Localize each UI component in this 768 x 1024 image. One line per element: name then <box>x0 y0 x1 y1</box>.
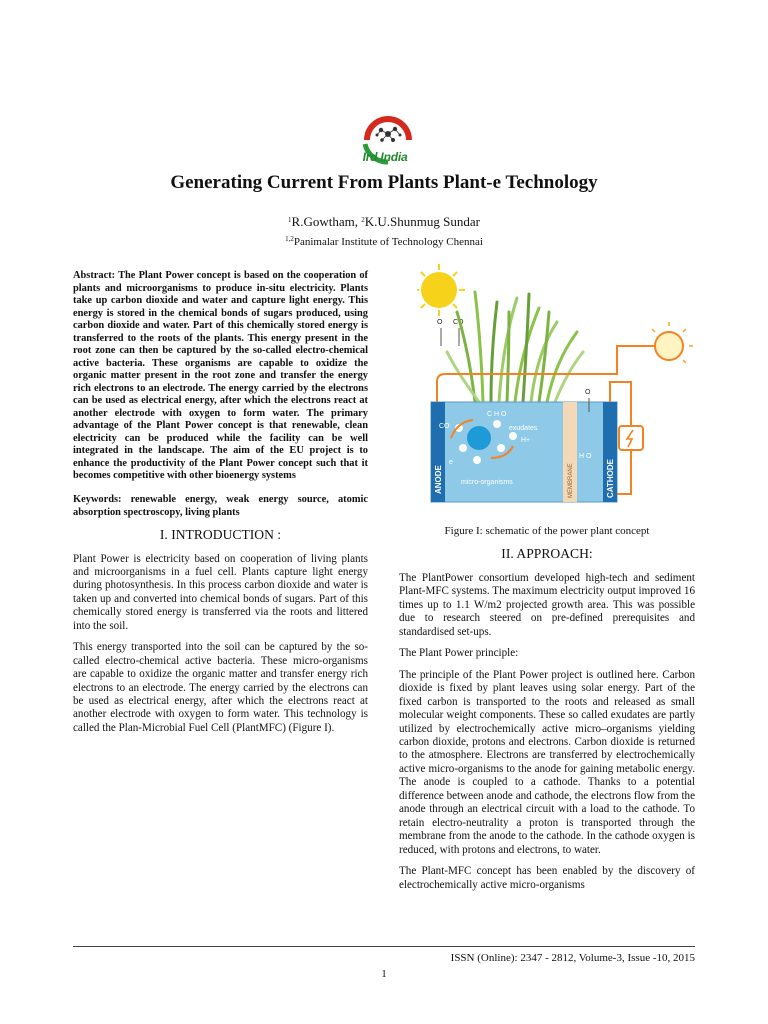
load-icon <box>619 426 643 450</box>
logo-brand-text: Ird India <box>362 150 408 164</box>
e-minus-label: e <box>449 459 453 466</box>
membrane-label: MEMBRANE <box>568 463 574 498</box>
anode-label: ANODE <box>434 465 443 494</box>
authors-line <box>0 214 768 230</box>
approach-paragraph-4: The Plant-MFC concept has been enabled by the discovery of electrochemically active micro-organisms <box>399 865 695 891</box>
abstract: Abstract: The Plant Power concept is based on the cooperation of plants and microorganisms to produce in-situ electricity. Plants take up carbon dioxide and water and capture light energy. This energy is stored in the chemical bonds of sugars produced, using carbon dioxide and water. Part of this chemically stored energy is transferred to the roots of the plants. This energy present in the root zone can then be captured by the so-called electro-chemical active bacteria. These organisms are capable to oxidize the organic matter present in the root zone and transfer the energy rich electrons to an electrode. The energy carried by the electrons can be used as electrical energy, after which the electrons react at another electrode with oxygen to form water. The primary advantage of the Plant Power concept is that renewable, clean electricity can be produced while the facility can be well integrated in the landscape. The aim of the EU project is to enhance the productivity of the Plant Power concept such that it becomes competitive with other bioenergy systems <box>73 270 368 481</box>
left-column <box>73 270 368 743</box>
author1-sup: 1 <box>288 216 292 224</box>
keywords: Keywords: renewable energy, weak energy source, atomic absorption spectroscopy, living plants <box>73 493 368 518</box>
intro-paragraph-2: This energy transported into the soil can be captured by the so-called electro-chemical active bacteria. These micro-organisms are capable to oxidize the organic matter and transfer energy rich electrons to an electrode. The energy carried by the electrons can be used as electrical energy, after which the electrons react at another electrode with oxygen to form water. This technology is called the Plan-Microbial Fuel Cell (PlantMFC) (Figure I). <box>73 641 368 734</box>
right-column <box>399 546 695 900</box>
footer-issn: ISSN (Online): 2347 - 2812, Volume-3, Issue -10, 2015 <box>450 952 695 964</box>
sun-icon <box>417 264 465 316</box>
exudates-label: exudates <box>509 425 538 432</box>
figure-caption: Figure I: schematic of the power plant concept <box>444 525 650 537</box>
page-number: 1 <box>381 968 387 980</box>
approach-paragraph-2: The Plant Power principle: <box>399 647 519 660</box>
co2-top-label: CO <box>453 319 464 326</box>
plant-leaves <box>447 292 583 402</box>
approach-paragraph-3: The principle of the Plant Power project is outlined here. Carbon dioxide is fixed by plant leaves using solar energy. Part of the fixed carbon is transported to the roots and released as small molecular weight components. These so called exudates are partly utilized by electrochemically active micro–organisms yielding carbon dioxide, protons and electrons. Carbon dioxide is returned to the atmosphere. Electrons are transferred by electrochemically active micro-organisms to the anode for gaining metabolic energy. The anode is coupled to a cathode. Thanks to a potential difference between anode and cathode, the electrons flow from the anode through an electrical circuit with a load to the cathode. To retain electro-neutrality a proton is transported through the membrane from the anode to the cathode. In the cathode oxygen is reduced, with protons and electrons, to water. <box>399 668 695 856</box>
micro-organisms-label: micro-organisms <box>461 479 513 486</box>
footer-rule <box>73 946 695 947</box>
water-label: H O <box>579 453 592 460</box>
affiliation-text: Panimalar Institute of Technology Chennai <box>293 236 483 248</box>
author2-name: K.U.Shunmug Sundar <box>364 214 480 229</box>
o2-top-label: O <box>437 319 443 326</box>
light-bulb-icon <box>652 322 693 363</box>
intro-paragraph-1: Plant Power is electricity based on cooperation of living plants and microorganisms in a fuel cell. Plants capture light energy during photosynthesis. In this process carbon dioxide and water is taken up and converted into chemical bonds of sugars. Part of this chemically stored energy is transferred via the roots and littered into the soil. <box>73 552 368 632</box>
affiliation-sup: 1,2 <box>285 235 294 243</box>
glucose-label: C H O <box>487 411 507 418</box>
paper-title: Generating Current From Plants Plant-e Technology <box>170 172 598 193</box>
h-plus-label: H+ <box>521 437 531 444</box>
introduction-heading: I. INTRODUCTION : <box>159 526 282 542</box>
o2-right-label: O <box>585 389 591 396</box>
cathode-label: CATHODE <box>606 459 615 498</box>
author2-sup: 2 <box>361 216 365 224</box>
approach-paragraph-1: The PlantPower consortium developed high-tech and sediment Plant-MFC systems. The maximum electricity output improved 16 times up to 1.1 W/m2 projected growth area. This was possible due to research steered on pre-defined prerequisites and standardised set-ups. <box>399 572 695 638</box>
plant-mfc-schematic <box>417 262 699 512</box>
approach-heading: II. APPROACH: <box>501 546 593 561</box>
co2-mid-label: CO <box>439 423 450 430</box>
affiliation-line <box>0 236 768 248</box>
author1-name: R.Gowtham, <box>291 214 358 229</box>
